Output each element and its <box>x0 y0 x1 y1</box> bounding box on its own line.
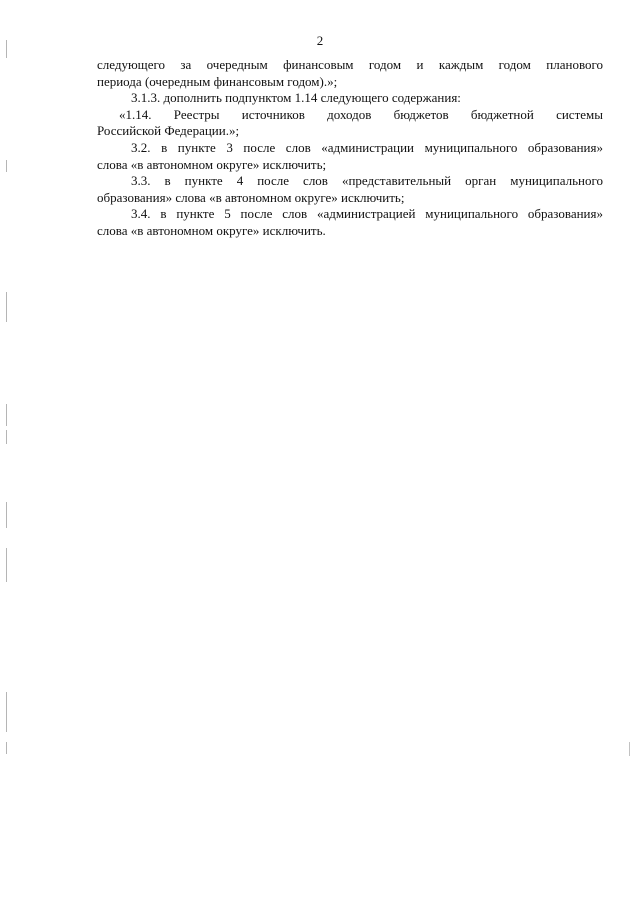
text-line: периода (очередным финансовым годом).»; <box>97 73 338 89</box>
scan-edge-marks <box>6 0 8 905</box>
text-line: слова «в автономном округе» исключить. <box>97 222 326 238</box>
document-body <box>97 57 603 240</box>
text-line: Российской Федерации.»; <box>97 123 240 139</box>
text-line: следующего за очередным финансовым годом и каждым годом планового <box>97 57 603 72</box>
text-line: 3.3. в пункте 4 после слов «представительный орган муниципального <box>131 173 603 189</box>
text-line: слова «в автономном округе» исключить; <box>97 156 327 172</box>
text-line: образования» слова «в автономном округе» исключить; <box>97 189 405 205</box>
text-line: 3.4. в пункте 5 после слов «администрацией муниципального образования» <box>131 206 603 222</box>
page-number: 2 <box>316 33 324 48</box>
text-line: «1.14. Реестры источников доходов бюджетов бюджетной системы <box>119 106 603 122</box>
scan-edge-mark-right <box>629 742 630 756</box>
text-line: 3.1.3. дополнить подпунктом 1.14 следующего содержания: <box>131 90 461 106</box>
text-line: 3.2. в пункте 3 после слов «администрации муниципального образования» <box>131 139 603 155</box>
